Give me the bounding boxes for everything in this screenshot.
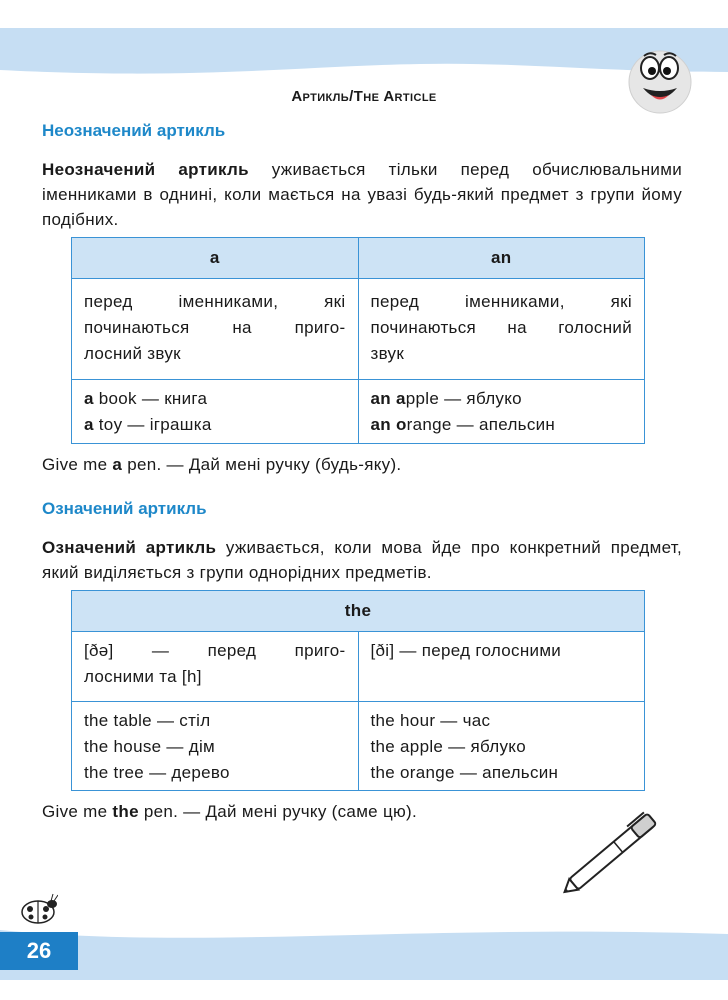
pen-icon: [550, 796, 680, 906]
example-line: the table — стіл: [84, 711, 211, 730]
table-examples-consonant: [72, 702, 359, 791]
indefinite-example-sentence: [42, 455, 401, 475]
definite-intro: [42, 535, 682, 585]
example-text: pple — яблуко: [405, 389, 522, 408]
example-text: range — апельсин: [406, 415, 556, 434]
example-text: book — книга: [93, 389, 208, 408]
page-number: 26: [0, 932, 78, 970]
example-line: the hour — час: [370, 711, 491, 730]
indefinite-intro: [42, 157, 682, 232]
example-line: the house — дім: [84, 737, 216, 756]
table-rule-consonant: [72, 632, 359, 702]
example-pre: Give me: [42, 455, 113, 474]
table-examples-an: [358, 380, 645, 444]
example-article: a: [112, 455, 123, 474]
ladybug-icon: [18, 892, 58, 926]
rule-line: [ðə] — перед приго-: [84, 641, 346, 660]
table-examples-a: [72, 380, 359, 444]
intro-term: Неозначений артикль: [42, 160, 249, 179]
example-line: the tree — дерево: [84, 763, 230, 782]
example-line: [84, 412, 346, 438]
rule-line: лосними та [h]: [84, 667, 202, 686]
example-line: the orange — апельсин: [370, 763, 559, 782]
intro-term: Означений артикль: [42, 538, 217, 557]
indefinite-article-table: [71, 237, 645, 444]
article-bold: a: [84, 415, 94, 434]
vowel-bold: a: [395, 389, 406, 408]
article-bold: an: [370, 389, 391, 408]
intro-text: уживається тільки перед обчислювальними іменниками в однині, коли мається на увазі будь-який предмет з групи йому подібних.: [42, 160, 682, 229]
table-rule-an: [358, 279, 645, 380]
example-article: the: [112, 802, 139, 821]
example-post: pen. — Дай мені ручку (саме цю).: [138, 802, 418, 821]
example-pre: Give me: [42, 802, 113, 821]
table-header-a: a: [72, 238, 359, 279]
example-text: toy — іграшка: [93, 415, 212, 434]
bottom-decorative-band: [0, 920, 728, 1000]
example-line: [371, 412, 633, 438]
definite-example-sentence: [42, 802, 417, 822]
page-title: Артикль/The Article: [291, 88, 437, 105]
intro-text: уживається, коли мова йде про конкретний предмет, який виділяється з групи однорідних предметів.: [42, 538, 682, 582]
rule-line: починаються на голосний: [370, 318, 632, 337]
rule-line: [ði] — перед голосними: [370, 641, 562, 660]
rule-line: перед іменниками, які: [84, 292, 346, 311]
article-bold: an: [370, 415, 391, 434]
example-line: [371, 386, 633, 412]
example-post: pen. — Дай мені ручку (будь-яку).: [122, 455, 402, 474]
rule-line: починаються на приго-: [84, 318, 346, 337]
example-line: [84, 386, 346, 412]
vowel-bold: o: [395, 415, 407, 434]
table-rule-vowel: [358, 632, 645, 702]
smiley-face-icon: [626, 42, 694, 118]
article-bold: a: [84, 389, 94, 408]
table-examples-vowel: [358, 702, 645, 791]
rule-line: звук: [370, 344, 405, 363]
table-header-the: the: [72, 591, 645, 632]
table-rule-a: [72, 279, 359, 380]
top-decorative-band: [0, 0, 728, 90]
section-heading-definite: Означений артикль: [42, 499, 207, 518]
example-line: the apple — яблуко: [370, 737, 526, 756]
rule-line: перед іменниками, які: [370, 292, 632, 311]
section-heading-indefinite: Неозначений артикль: [42, 121, 226, 140]
rule-line: лосний звук: [84, 344, 181, 363]
table-header-an: an: [358, 238, 645, 279]
definite-article-table: [71, 590, 645, 791]
